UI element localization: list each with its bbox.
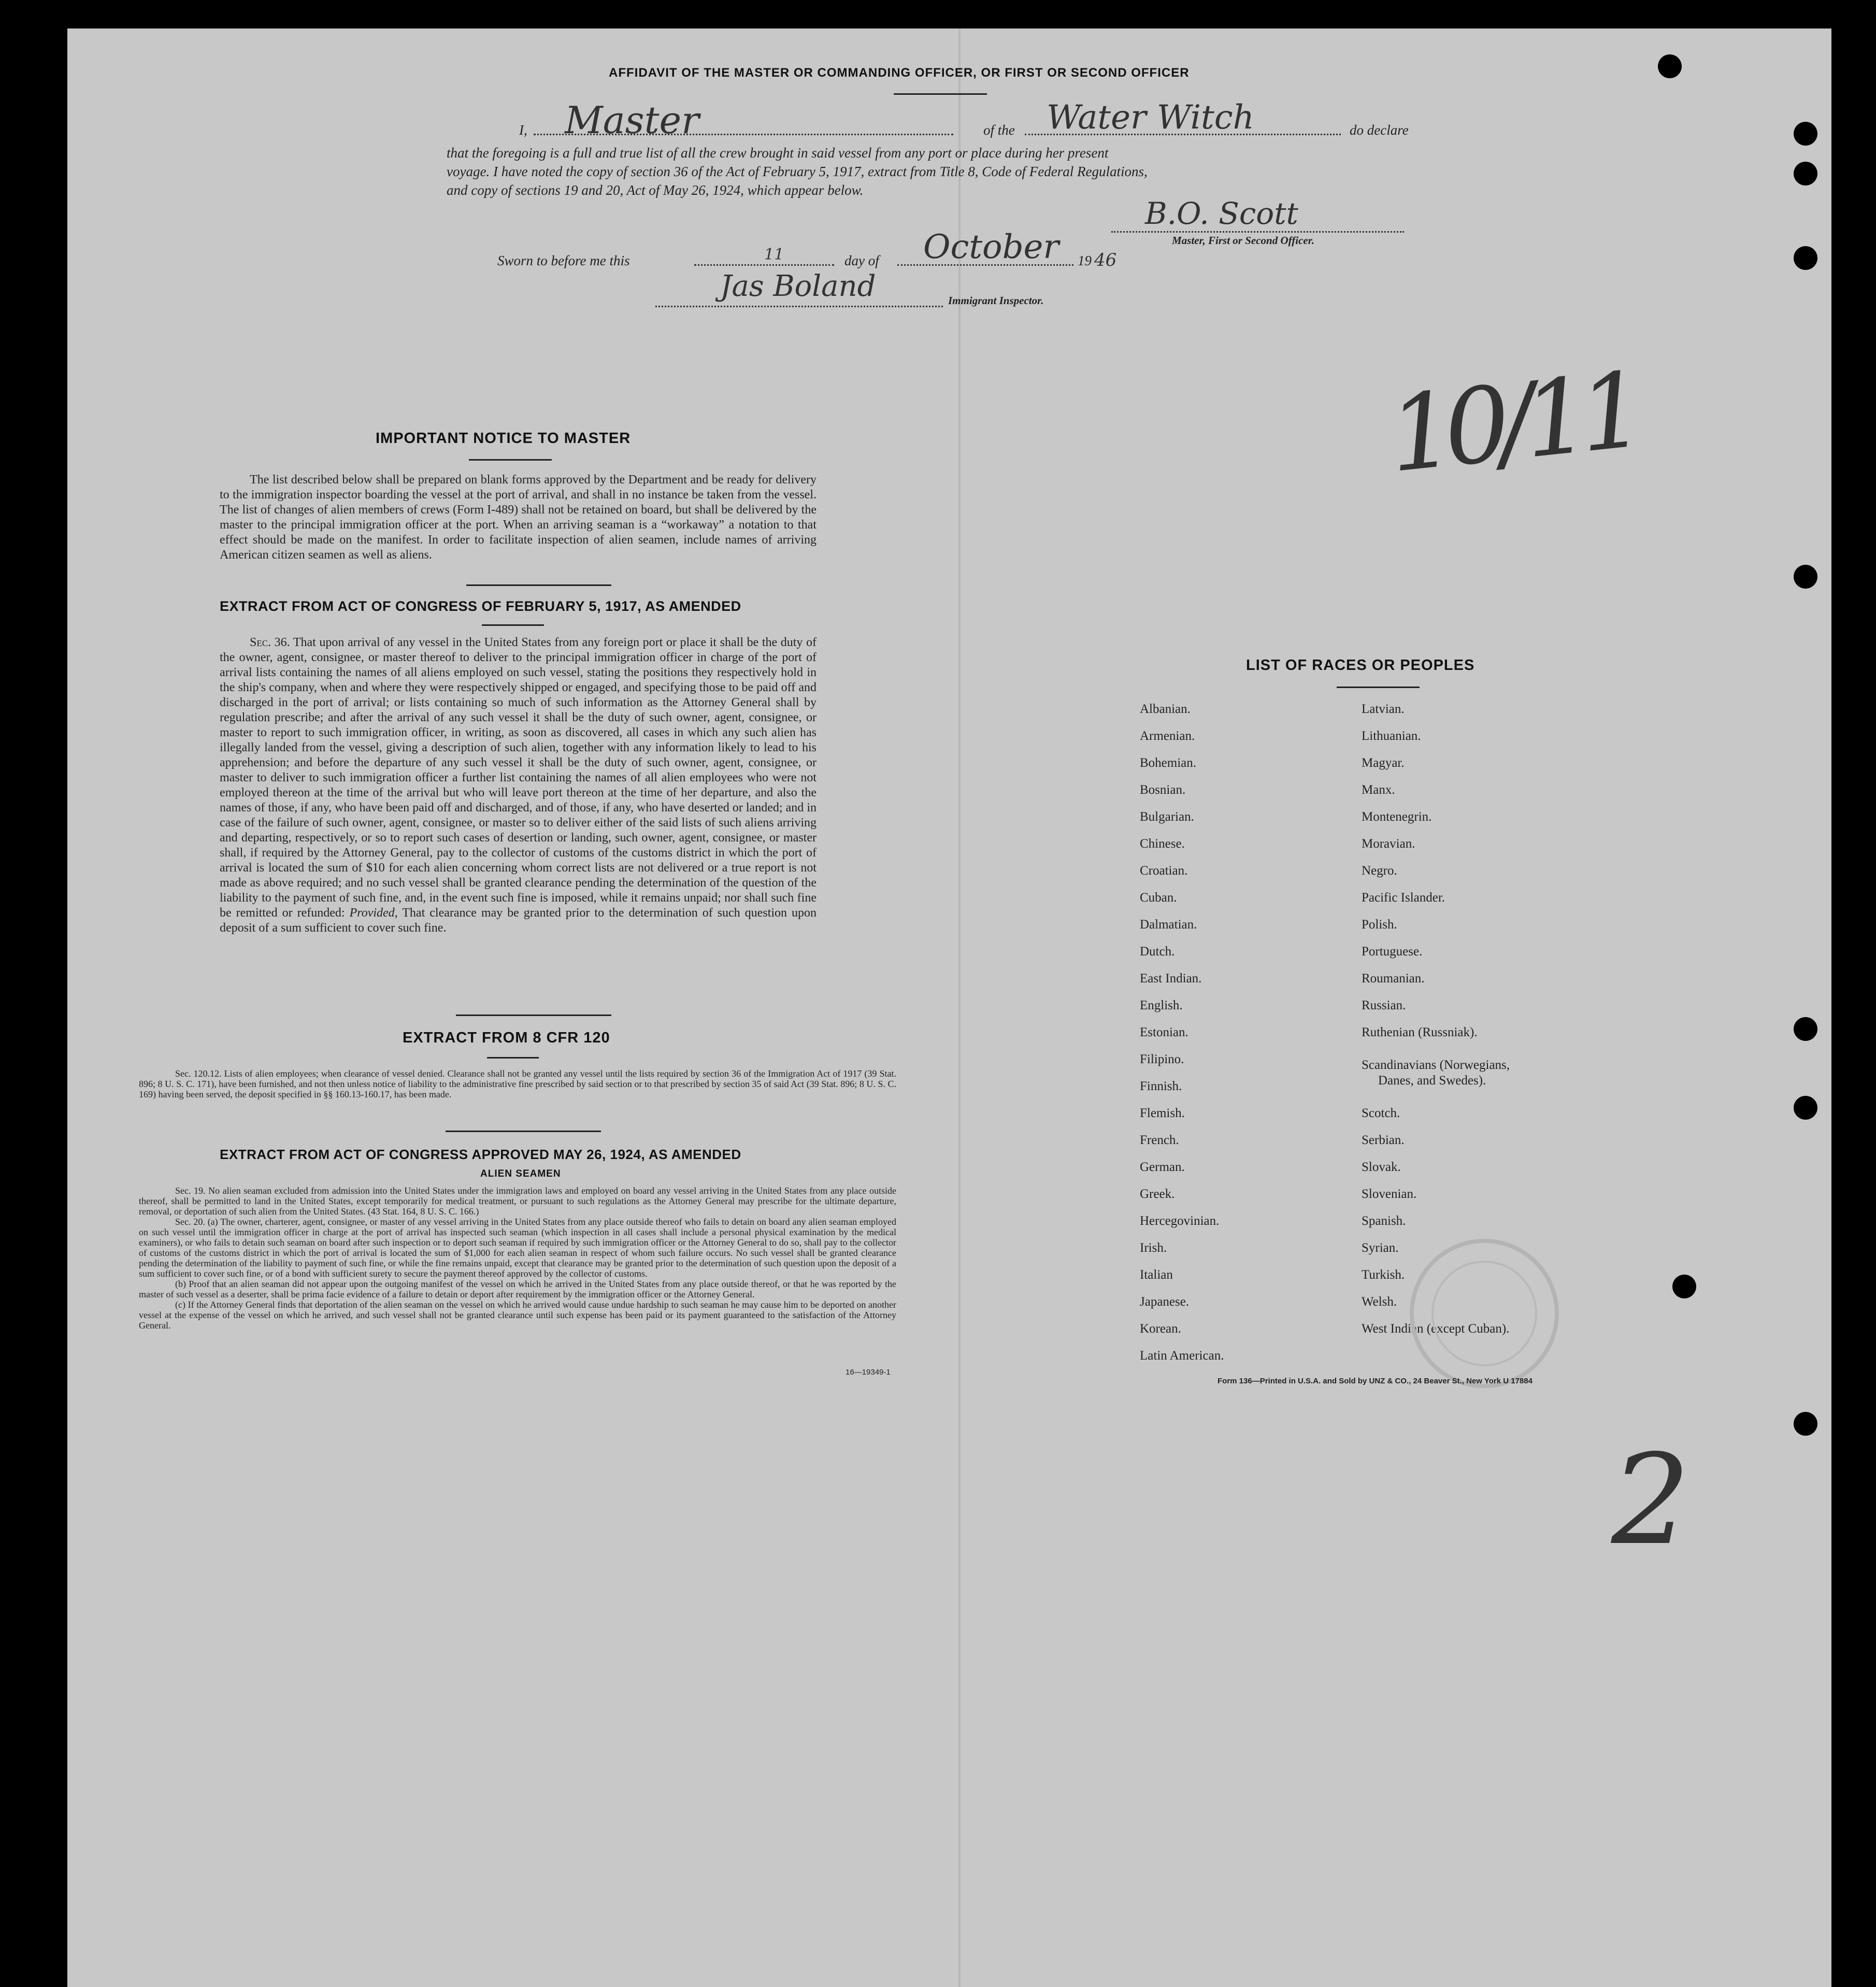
race-left-item: Cuban. xyxy=(1140,891,1177,905)
race-left-item: Chinese. xyxy=(1140,837,1185,851)
race-right-item: Negro. xyxy=(1362,864,1397,878)
declare-label: do declare xyxy=(1350,122,1409,138)
form-code: 16—19349-1 xyxy=(846,1368,891,1377)
vessel-value: Water Witch xyxy=(1047,98,1254,137)
provided-text: That clearance may be granted prior to the determination of such question upon deposit of a sum sufficient to cover such fine. xyxy=(220,906,817,935)
cfr-top-rule xyxy=(456,1014,611,1016)
races-title: LIST OF RACES OR PEOPLES xyxy=(1246,657,1475,674)
cfr-end-rule xyxy=(446,1131,601,1132)
document-page xyxy=(67,28,1831,1987)
race-right-item: Lithuanian. xyxy=(1362,729,1421,743)
race-right-item: Scotch. xyxy=(1362,1106,1400,1120)
punch-hole xyxy=(1794,1017,1817,1041)
inspector-caption: Immigrant Inspector. xyxy=(948,294,1044,307)
punch-hole xyxy=(1794,565,1817,589)
races-rule xyxy=(1337,687,1420,688)
race-left-item: Dutch. xyxy=(1140,945,1175,959)
day-line xyxy=(694,264,834,266)
punch-hole xyxy=(1794,122,1817,146)
race-left-item: Armenian. xyxy=(1140,729,1195,743)
extract-1924-title: EXTRACT FROM ACT OF CONGRESS APPROVED MAY 26, 1924, AS AMENDED xyxy=(220,1147,741,1162)
extract-1924-body xyxy=(139,1185,896,1331)
race-right-item: Roumanian. xyxy=(1362,971,1425,985)
notice-title: IMPORTANT NOTICE TO MASTER xyxy=(376,430,631,447)
race-right-item: West Indian (except Cuban). xyxy=(1362,1322,1510,1336)
notice-end-rule xyxy=(466,584,611,586)
affidavit-line-1: that the foregoing is a full and true list of all the crew brought in said vessel from any port or place during her present xyxy=(447,145,1109,161)
race-right-item: Latvian. xyxy=(1362,702,1405,716)
alien-seamen-subtitle: ALIEN SEAMEN xyxy=(480,1168,561,1179)
affidavit-line-2: voyage. I have noted the copy of section 36 of the Act of February 5, 1917, extract from Title 8, Code of Federal Regulations, xyxy=(447,164,1148,179)
sec-20c-text: (c) If the Attorney General finds that deportation of the alien seaman on the vessel on which he arrived would cause undue hardship to such seaman he may cause him to be deported on another vessel at the expense of the vessel on which he arrived, and such vessel shall not be granted clearance until such expense has been paid or its payment guaranteed to the satisfaction of the Attorney General. xyxy=(139,1299,896,1331)
race-left-item: Korean. xyxy=(1140,1322,1181,1336)
sworn-label: Sworn to before me this xyxy=(497,253,630,268)
page-fold xyxy=(958,28,961,1987)
race-right-item: Syrian. xyxy=(1362,1241,1399,1255)
punch-hole xyxy=(1658,54,1682,78)
race-left-item: Japanese. xyxy=(1140,1295,1190,1309)
punch-hole xyxy=(1672,1275,1696,1298)
race-left-item: Hercegovinian. xyxy=(1140,1214,1220,1228)
race-left-item: Irish. xyxy=(1140,1241,1167,1255)
race-left-item: East Indian. xyxy=(1140,971,1202,985)
handwritten-page-number: 2 xyxy=(1611,1427,1691,1573)
of-the-label: of the xyxy=(983,122,1015,138)
affidavit-line-3: and copy of sections 19 and 20, Act of May 26, 1924, which appear below. xyxy=(447,182,864,198)
extract-1917-rule xyxy=(482,624,544,626)
race-right-item: Danes, and Swedes). xyxy=(1378,1074,1486,1088)
race-left-item: Albanian. xyxy=(1140,702,1191,716)
race-right-item: Spanish. xyxy=(1362,1214,1406,1228)
race-left-item: German. xyxy=(1140,1160,1185,1174)
race-left-item: Filipino. xyxy=(1140,1052,1184,1066)
i-value: Master xyxy=(565,98,699,142)
extract-1917-title: EXTRACT FROM ACT OF CONGRESS OF FEBRUARY 5, 1917, AS AMENDED xyxy=(220,598,741,614)
day-label: day of xyxy=(844,253,879,268)
race-left-item: Greek. xyxy=(1140,1187,1175,1201)
race-right-item: Slovenian. xyxy=(1362,1187,1417,1201)
inspector-line xyxy=(655,306,943,307)
race-right-item: Moravian. xyxy=(1362,837,1415,851)
sec-36-text: That upon arrival of any vessel in the United States from any foreign port or place it shall be the duty of the owner, agent, consignee, or master thereof to deliver to the principal immigration officer in charge of the port of arrival lists containing the names of all aliens employed on such vessel, stating the positions they respectively hold in the ship's company, when and where they were respectively shipped or engaged, and specifying those to be paid off and discharged in the port of arrival; or lists containing so much of such information as the Attorney General shall by regulation prescribe; and after the arrival of any such vessel it shall be the duty of such owner, agent, consignee, or master to report to such immigration officer, in writing, as soon as discovered, all cases in which any such alien has illegally landed from the vessel, giving a description of such alien, together with any information likely to lead to his apprehension; and before the departure of any such vessel it shall be the duty of such owner, agent, consignee, or master to deliver to such immigration officer a further list containing the names of all alien employees who were not employed thereon at the time of the arrival but who will leave port thereon at the time of her departure, and also the names of those, if any, who have been paid off and discharged, and of those, if any, who have deserted or landed; and in case of the failure of such owner, agent, consignee, or master so to deliver either of the said lists of such aliens arriving and departing, respectively, or so to report such cases of desertion or landing, such owner, agent, consignee, or master shall, if required by the Attorney General, pay to the collector of customs of the customs district in which the port of arrival is located the sum of $10 for each alien concerning whom correct lists are not delivered or a true report is not made as above required; and no such vessel shall be granted clearance pending the determination of the question of the liability to the payment of such fine, and, in the event such fine is imposed, while it remains unpaid; nor shall such fine be remitted or refunded: xyxy=(220,636,817,920)
race-right-item: Welsh. xyxy=(1362,1295,1397,1309)
race-right-item: Ruthenian (Russniak). xyxy=(1362,1025,1478,1039)
race-right-item: Slovak. xyxy=(1362,1160,1401,1174)
punch-hole xyxy=(1794,246,1817,270)
race-left-item: Dalmatian. xyxy=(1140,918,1197,932)
race-right-item: Manx. xyxy=(1362,783,1395,797)
notice-text: The list described below shall be prepared on blank forms approved by the Department and be ready for delivery to the immigration inspector boarding the vessel at the port of arrival, and shall in no instance be taken from the vessel. The list of changes of alien members of crews (Form I-489) shall not be retained on board, but shall be delivered by the master to the principal immigration officer at the port. When an arriving seaman is a “workaway” a notation to that effect should be made on the manifest. In order to facilitate inspection of alien seamen, include names of arriving American citizen seamen as well as aliens. xyxy=(220,473,817,562)
race-left-item: Italian xyxy=(1140,1268,1173,1282)
inspector-signature: Jas Boland xyxy=(720,269,876,303)
provided-label: Provided, xyxy=(349,906,398,920)
race-right-item: Pacific Islander. xyxy=(1362,891,1445,905)
race-right-item: Magyar. xyxy=(1362,756,1405,770)
punch-hole xyxy=(1794,1096,1817,1120)
master-caption: Master, First or Second Officer. xyxy=(1172,234,1314,247)
race-left-item: Estonian. xyxy=(1140,1025,1188,1039)
race-left-item: Flemish. xyxy=(1140,1106,1185,1120)
year-value: 46 xyxy=(1094,250,1117,270)
month-value: October xyxy=(923,228,1059,266)
cfr-text: Sec. 120.12. Lists of alien employees; when clearance of vessel denied. Clearance shall not be granted any vessel until the lists required by section 36 of the Immigration Act of 1917 (39 Stat. 896; 8 U. S. C. 171), have been furnished, and not then unless notice of liability to the administrative fine prescribed by said section or to that prescribed by section 35 of said Act (39 Stat. 896; 8 U. S. C. 169) having been served, the deposit specified in §§ 160.13-160.17, has been made. xyxy=(139,1068,896,1099)
notice-rule xyxy=(469,459,552,461)
master-signature: B.O. Scott xyxy=(1145,196,1298,231)
race-left-item: Finnish. xyxy=(1140,1079,1182,1093)
race-left-item: Bulgarian. xyxy=(1140,810,1194,824)
punch-hole xyxy=(1794,162,1817,185)
race-right-item: Scandinavians (Norwegians, xyxy=(1362,1058,1510,1072)
seal-stamp xyxy=(1399,1228,1570,1399)
race-left-item: English. xyxy=(1140,998,1183,1012)
i-label: I, xyxy=(519,122,527,138)
master-signature-line xyxy=(1111,231,1404,233)
race-left-item: Bohemian. xyxy=(1140,756,1197,770)
race-left-item: Latin American. xyxy=(1140,1349,1224,1363)
sec-20b-text: (b) Proof that an alien seaman did not appear upon the outgoing manifest of the vessel on which he arrived in the United States from any place outside thereof, or that he was reported by the master of such vessel as a deserter, shall be prima facie evidence of a failure to detain or deport after requirement by the immigration officer or the Attorney General. xyxy=(139,1279,896,1299)
extract-1917-body xyxy=(220,635,817,936)
cfr-title: EXTRACT FROM 8 CFR 120 xyxy=(403,1030,610,1046)
form-footer: Form 136—Printed in U.S.A. and Sold by UNZ & CO., 24 Beaver St., New York U 17884 xyxy=(1218,1377,1533,1385)
race-right-item: Montenegrin. xyxy=(1362,810,1432,824)
race-right-item: Turkish. xyxy=(1362,1268,1405,1282)
race-right-item: Polish. xyxy=(1362,918,1397,932)
race-right-item: Serbian. xyxy=(1362,1133,1405,1147)
handwritten-date-mark: 10/11 xyxy=(1383,350,1641,496)
race-right-item: Portuguese. xyxy=(1362,945,1423,959)
race-left-item: French. xyxy=(1140,1133,1179,1147)
sec-19-text: Sec. 19. No alien seaman excluded from admission into the United States under the immigration laws and employed on board any vessel arriving in the United States from any place outside thereof, shall be permitted to land in the United States, except temporarily for medical treatment, or pursuant to such regulations as the Attorney General may prescribe for the ultimate departure, removal, or deportation of such alien from the United States. (43 Stat. 164, 8 U. S. C. 166.) xyxy=(139,1185,896,1217)
punch-hole xyxy=(1794,1412,1817,1436)
race-left-item: Croatian. xyxy=(1140,864,1188,878)
cfr-rule xyxy=(487,1057,539,1059)
sec-36-label: Sec. 36. xyxy=(250,636,290,649)
year-prefix: 19 xyxy=(1078,253,1092,268)
day-value: 11 xyxy=(764,246,784,264)
title-rule xyxy=(894,93,987,95)
affidavit-title: AFFIDAVIT OF THE MASTER OR COMMANDING OFFICER, OR FIRST OR SECOND OFFICER xyxy=(609,66,1190,80)
race-left-item: Bosnian. xyxy=(1140,783,1186,797)
sec-20a-text: Sec. 20. (a) The owner, charterer, agent, consignee, or master of any vessel arriving in the United States from any place outside thereof who fails to detain on board any alien seaman employed on such vessel until the immigration officer in charge at the port of arrival has inspected such seaman (which inspection in all cases shall include a personal physical examination by the medical examiners), or who fails to detain such seaman on board after such inspection or to deport such seaman if required by such immigration officer or the Attorney General to do so, shall pay to the collector of customs of the customs district in which the port of arrival is located the sum of $1,000 for each alien seaman in respect of whom such failure occurs. No such vessel shall be granted clearance pending the determination of the liability to payment of such fine, or while the fine remains unpaid, except that clearance may be granted prior to the determination of such question upon the deposit of a sum sufficient to cover such fine, or of a bond with sufficient surety to secure the payment thereof approved by the collector of customs. xyxy=(139,1217,896,1279)
race-right-item: Russian. xyxy=(1362,998,1406,1012)
